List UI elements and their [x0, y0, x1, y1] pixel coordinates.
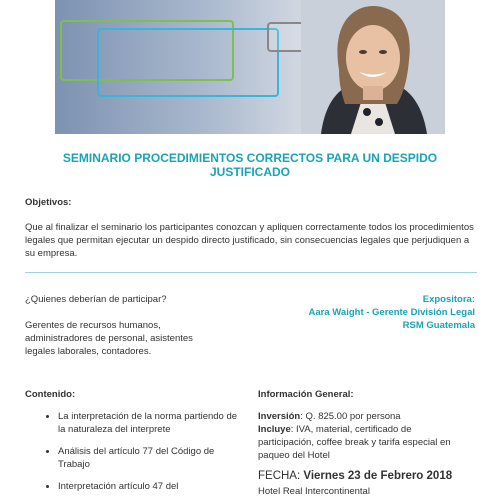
incluye-value: : IVA, material, certificado de participación, coffee break y tarifa especial en paqueo del Hotel: [258, 424, 451, 461]
participantes-heading: ¿Quienes deberían de participar?: [25, 294, 167, 305]
expositora-name: Aara Waight - Gerente División Legal: [308, 307, 475, 318]
expositora-heading: Expositora:: [422, 294, 475, 305]
list-item: • La interpretación de la norma partiendo de la naturaleza del interprete: [58, 410, 243, 436]
fecha-label: FECHA:: [258, 470, 301, 482]
inversion-line: [258, 410, 478, 423]
inversion-value: : Q. 825.00 por persona: [300, 411, 401, 422]
header-banner: [55, 0, 445, 134]
section-divider: [25, 272, 477, 273]
contenido-heading: Contenido:: [25, 389, 76, 400]
fecha-line: [258, 470, 478, 483]
lugar-text: Hotel Real Intercontinental: [258, 486, 370, 497]
incluye-label: Incluye: [258, 424, 291, 435]
objetivos-heading: Objetivos:: [25, 197, 72, 208]
expositora-company: RSM Guatemala: [402, 320, 475, 331]
objetivos-text: Que al finalizar el seminario los participantes conozcan y apliquen correctamente todos los procedimientos legales que permitan ejecutar un despido directo justificado, sin consecuencias legales que perjudiquen a su empresa.: [25, 222, 474, 259]
blue-frame-decoration: [97, 28, 279, 97]
participantes-text: Gerentes de recursos humanos, administradores de personal, asistentes legales laborales, contadores.: [25, 320, 193, 357]
incluye-line: [258, 423, 468, 462]
list-item: • Análisis del artículo 77 del Código de Trabajo: [58, 445, 243, 471]
list-item: • Interpretación artículo 47 del: [58, 480, 243, 493]
seminar-title: SEMINARIO PROCEDIMIENTOS CORRECTOS PARA UN DESPIDO JUSTIFICADO: [62, 151, 438, 179]
speaker-photo: [301, 0, 445, 134]
info-heading: Información General:: [258, 389, 354, 400]
contenido-list: [40, 410, 243, 502]
fecha-value: Viernes 23 de Febrero 2018: [303, 470, 453, 482]
inversion-label: Inversión: [258, 411, 301, 422]
